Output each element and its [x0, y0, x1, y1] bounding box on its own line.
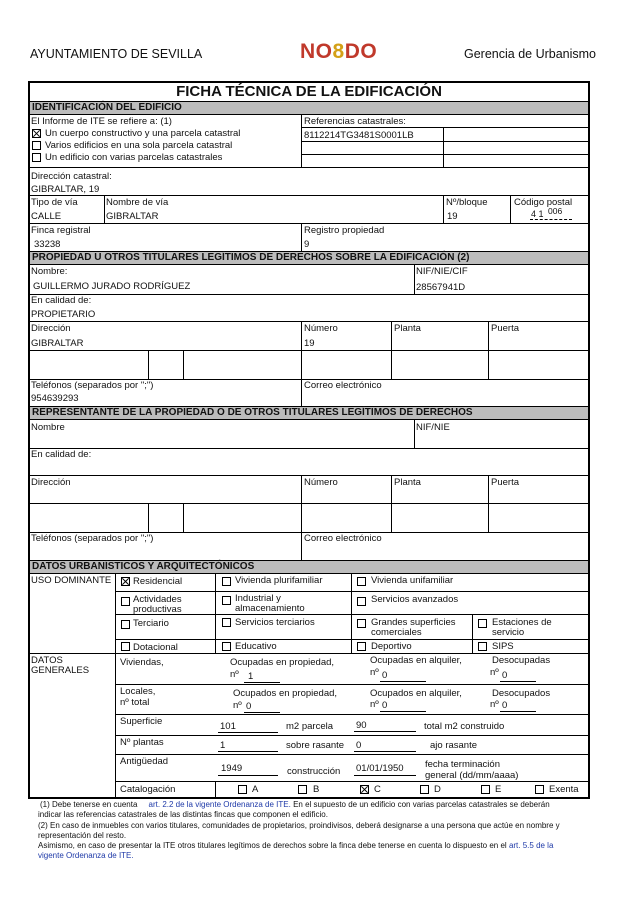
underline	[218, 775, 278, 776]
locales-propiedad-value[interactable]: 0	[246, 701, 252, 712]
divider	[30, 653, 588, 654]
locales-propiedad-n: nº	[233, 700, 242, 711]
divider	[115, 714, 588, 715]
locales-desocupados-label: Desocupados	[492, 688, 551, 699]
cat-exenta-checkbox[interactable]	[535, 785, 544, 794]
viviendas-alquiler-value[interactable]: 0	[382, 670, 388, 681]
uso-residencial-label: Residencial	[133, 576, 183, 587]
divider	[30, 294, 588, 295]
underline	[218, 732, 278, 733]
datos-generales-label-1: DATOS	[31, 655, 63, 666]
representante-puerta-label: Puerta	[491, 477, 519, 488]
divider	[301, 379, 302, 406]
opt-edificio-checkbox[interactable]	[32, 153, 41, 162]
propietario-nif-value[interactable]: 28567941D	[416, 282, 466, 293]
opt-edificio-label: Un edificio con varias parcelas catastrales	[45, 152, 223, 163]
opt-varios-label: Varios edificios en una sola parcela catastral	[45, 140, 233, 151]
footnote-2-b: representación del resto.	[38, 831, 127, 840]
nombre-via-value[interactable]: GIBRALTAR	[106, 211, 159, 222]
divider	[148, 503, 149, 532]
divider	[301, 154, 588, 155]
uso-plurifamiliar-checkbox[interactable]	[222, 577, 231, 586]
viviendas-propiedad-label: Ocupadas en propiedad,	[230, 657, 335, 668]
propietario-planta-label: Planta	[394, 323, 421, 334]
nombre-via-label: Nombre de vía	[106, 197, 169, 208]
form-title: FICHA TÉCNICA DE LA EDIFICACIÓN	[176, 83, 442, 100]
divider	[301, 532, 302, 560]
divider	[104, 195, 105, 223]
section-propiedad-heading: PROPIEDAD U OTROS TITULARES LEGÍTIMOS DE DERECHOS SOBRE LA EDIFICACIÓN (2)	[30, 252, 588, 264]
divider	[115, 573, 116, 797]
representante-nombre-label: Nombre	[31, 422, 65, 433]
locales-propiedad-label: Ocupados en propiedad,	[233, 688, 338, 699]
propietario-numero-label: Número	[304, 323, 338, 334]
section-datos-heading: DATOS URBANÍSTICOS Y ARQUITECTÓNICOS	[30, 561, 588, 573]
representante-numero-label: Número	[304, 477, 338, 488]
cat-b-label: B	[313, 784, 320, 795]
construccion-value[interactable]: 1949	[221, 763, 243, 774]
representante-planta-label: Planta	[394, 477, 421, 488]
uso-deportivo-checkbox[interactable]	[357, 642, 366, 651]
superficie-construido-label: total m2 construido	[424, 721, 505, 732]
underline	[500, 711, 536, 712]
divider	[183, 503, 184, 532]
tipo-via-label: Tipo de vía	[31, 197, 78, 208]
uso-dotacional-checkbox[interactable]	[121, 642, 130, 651]
footnote-1-a: (1) Debe tenerse en cuenta	[40, 800, 138, 809]
viviendas-alquiler-n: nº	[370, 667, 379, 678]
superficie-parcela-value[interactable]: 101	[220, 721, 236, 732]
logo-part-c: DO	[344, 40, 378, 63]
propietario-telefono-label: Teléfonos (separados por ";")	[31, 380, 154, 391]
divider	[115, 754, 588, 755]
underline	[218, 751, 278, 752]
divider	[443, 195, 444, 223]
cat-c-label: C	[374, 784, 381, 795]
footnote-2-link-2[interactable]: vigente Ordenanza de ITE.	[38, 851, 134, 860]
plantas-bajo-label: ajo rasante	[430, 740, 478, 751]
underline	[380, 711, 426, 712]
uso-sips-checkbox[interactable]	[478, 642, 487, 651]
divider	[115, 639, 588, 640]
cat-c-checkbox[interactable]	[360, 785, 369, 794]
propietario-puerta-label: Puerta	[491, 323, 519, 334]
uso-serv-terciarios-checkbox[interactable]	[222, 618, 231, 627]
divider	[351, 573, 352, 653]
uso-dominante-label: USO DOMINANTE	[31, 575, 112, 586]
divider	[115, 735, 588, 736]
footnote-1-b: En el supuesto de un edificio con varias parcelas catastrales se deberán	[293, 800, 550, 809]
uso-educativo-label: Educativo	[235, 641, 277, 652]
representante-telefono-label: Teléfonos (separados por ";")	[31, 533, 154, 544]
cat-d-label: D	[434, 784, 441, 795]
construccion-label: construcción	[287, 766, 341, 777]
uso-educativo-checkbox[interactable]	[222, 642, 231, 651]
uso-estaciones-label-1: Estaciones de	[492, 617, 552, 628]
viviendas-propiedad-value[interactable]: 1	[248, 671, 254, 682]
locales-desocupados-value[interactable]: 0	[502, 700, 508, 711]
divider	[301, 141, 588, 142]
viviendas-desocupadas-label: Desocupadas	[492, 655, 551, 666]
codigo-postal-value-a[interactable]: 4 1	[531, 209, 544, 219]
finca-registral-value[interactable]: 33238	[34, 239, 61, 250]
divider	[30, 114, 588, 115]
divider	[183, 350, 184, 379]
logo-part-a: NO	[300, 40, 333, 63]
locales-alquiler-n: nº	[370, 699, 379, 710]
divider	[30, 321, 588, 322]
superficie-parcela-label: m2 parcela	[286, 721, 333, 732]
uso-actividades-label-2: productivas	[133, 604, 182, 615]
opt-cuerpo-label: Un cuerpo constructivo y una parcela catastral	[45, 128, 241, 139]
propietario-direccion-value[interactable]: GIBRALTAR	[31, 338, 84, 349]
viviendas-alquiler-label: Ocupadas en alquiler,	[370, 655, 462, 666]
finca-registral-label: Finca registral	[31, 225, 91, 236]
divider	[301, 127, 588, 128]
catalogacion-label: Catalogación	[120, 784, 176, 795]
uso-industrial-checkbox[interactable]	[222, 596, 231, 605]
section-identificacion-heading: IDENTIFICACIÓN DEL EDIFICIO	[30, 102, 588, 114]
plantas-sobre-label: sobre rasante	[286, 740, 345, 751]
header-right-text: Gerencia de Urbanismo	[464, 47, 597, 61]
divider	[30, 223, 588, 224]
divider	[30, 503, 588, 504]
divider	[443, 127, 444, 167]
footnote-1-link[interactable]: art. 2.2 de la vigente Ordenanza de ITE.	[148, 800, 291, 809]
divider	[115, 781, 588, 782]
divider	[30, 573, 588, 574]
underline	[354, 731, 416, 732]
uso-dotacional-label: Dotacional	[133, 642, 178, 653]
propietario-nif-label: NIF/NIE/CIF	[416, 266, 468, 277]
divider	[472, 614, 473, 653]
representante-nif-label: NIF/NIE	[416, 422, 450, 433]
viviendas-propiedad-n: nº	[230, 669, 239, 680]
uso-grandes-label-1: Grandes superficies	[371, 617, 456, 628]
cat-a-checkbox[interactable]	[238, 785, 247, 794]
divider	[30, 101, 588, 102]
uso-estaciones-label-2: servicio	[492, 627, 525, 638]
logo-part-b: 8	[332, 40, 345, 63]
uso-estaciones-checkbox[interactable]	[478, 619, 487, 628]
uso-industrial-label-2: almacenamiento	[235, 603, 305, 614]
divider	[30, 264, 588, 265]
footnote-2-c: Asimismo, en caso de presentar la ITE otros titulares legítimos de derechos sobre la finca debe tenerse en cuenta lo dispuesto en el	[38, 841, 507, 850]
header-left-text: AYUNTAMIENTO DE SEVILLA	[30, 47, 203, 61]
uso-terciario-checkbox[interactable]	[121, 620, 130, 629]
nodo-logo	[300, 40, 377, 64]
codigo-postal-underline	[530, 219, 572, 220]
ref-catastral-value[interactable]: 8112214TG3481S0001LB	[304, 130, 414, 141]
viviendas-label: Viviendas,	[120, 657, 164, 668]
uso-actividades-checkbox[interactable]	[121, 597, 130, 606]
divider	[148, 350, 149, 379]
divider	[30, 350, 588, 351]
locales-alquiler-label: Ocupados en alquiler,	[370, 688, 462, 699]
codigo-postal-label: Código postal	[514, 197, 573, 208]
uso-terciario-label: Terciario	[133, 618, 169, 629]
underline	[354, 751, 416, 752]
cat-exenta-label: Exenta	[549, 784, 579, 795]
divider	[115, 614, 588, 615]
registro-propiedad-value[interactable]: 9	[304, 239, 310, 250]
codigo-postal-value-b[interactable]: 006	[548, 206, 563, 216]
registro-propiedad-label: Registro propiedad	[304, 225, 385, 236]
locales-alquiler-value[interactable]: 0	[382, 700, 388, 711]
ref-catastral-label: Referencias catastrales:	[304, 116, 406, 127]
footnote-2-c-line	[38, 841, 598, 851]
datos-generales-label-2: GENERALES	[31, 665, 90, 676]
footnote-1-c: indicar las referencias catastrales de las distintas fincas que componen el edificio.	[38, 810, 328, 819]
uso-sips-label: SIPS	[492, 641, 514, 652]
uso-residencial-checkbox[interactable]	[121, 577, 130, 586]
divider	[414, 419, 415, 448]
ite-refers-label: El Informe de ITE se refiere a: (1)	[31, 116, 172, 127]
propietario-calidad-label: En calidad de:	[31, 295, 92, 306]
dir-catastral-value[interactable]: GIBRALTAR, 19	[31, 184, 100, 195]
plantas-label: Nº plantas	[120, 737, 164, 748]
viviendas-desocupadas-value[interactable]: 0	[502, 670, 508, 681]
divider	[30, 475, 588, 476]
uso-grandes-label-2: comerciales	[371, 627, 422, 638]
representante-direccion-label: Dirección	[31, 477, 71, 488]
footnote-2-a: (2) En caso de inmuebles con varios titulares, comunidades de propietarios, proindivisos, deberá designarse a una persona que actúe en nombre y	[38, 821, 560, 830]
uso-unifamiliar-label: Vivienda unifamiliar	[371, 575, 454, 586]
dir-catastral-label: Dirección catastral:	[31, 171, 112, 182]
propietario-nombre-value[interactable]: GUILLERMO JURADO RODRÍGUEZ	[33, 281, 191, 292]
underline	[354, 775, 416, 776]
bloque-value[interactable]: 19	[447, 211, 458, 222]
cat-e-checkbox[interactable]	[481, 785, 490, 794]
uso-plurifamiliar-label: Vivienda plurifamiliar	[235, 575, 323, 586]
divider	[30, 419, 588, 420]
uso-avanzados-checkbox[interactable]	[357, 597, 366, 606]
uso-actividades-label-1: Actividades	[133, 594, 182, 605]
propietario-nombre-label: Nombre:	[31, 266, 68, 277]
divider	[115, 684, 588, 685]
locales-desocupados-n: nº	[490, 699, 499, 710]
propietario-numero-value[interactable]: 19	[304, 338, 315, 349]
opt-cuerpo-checkbox[interactable]	[32, 129, 41, 138]
propietario-direccion-label: Dirección	[31, 323, 71, 334]
tipo-via-value[interactable]: CALLE	[31, 211, 62, 222]
viviendas-desocupadas-n: nº	[490, 667, 499, 678]
opt-varios-checkbox[interactable]	[32, 141, 41, 150]
uso-deportivo-label: Deportivo	[371, 641, 412, 652]
antiguedad-label: Antigüedad	[120, 756, 169, 767]
divider	[115, 591, 588, 592]
terminacion-value[interactable]: 01/01/1950	[356, 763, 404, 774]
divider	[215, 573, 216, 653]
propietario-calidad-value[interactable]: PROPIETARIO	[31, 309, 96, 320]
cat-a-label: A	[252, 784, 259, 795]
underline	[244, 712, 280, 713]
underline	[500, 681, 536, 682]
terminacion-label-2: general (dd/mm/aaaa)	[425, 770, 519, 781]
plantas-sobre-value[interactable]: 1	[220, 740, 226, 751]
divider	[30, 195, 588, 196]
cat-e-label: E	[495, 784, 502, 795]
locales-label-2: nº total	[120, 697, 150, 708]
propietario-correo-label: Correo electrónico	[304, 380, 382, 391]
plantas-bajo-value[interactable]: 0	[356, 740, 362, 751]
superficie-label: Superficie	[120, 716, 163, 727]
bloque-label: Nº/bloque	[446, 197, 488, 208]
superficie-construido-value[interactable]: 90	[356, 720, 367, 731]
uso-unifamiliar-checkbox[interactable]	[357, 577, 366, 586]
divider	[30, 167, 588, 168]
section-representante-heading: REPRESENTANTE DE LA PROPIEDAD O DE OTROS TITULARES LEGÍTIMOS DE DERECHOS	[30, 407, 588, 419]
locales-label-1: Locales,	[120, 686, 156, 697]
underline	[244, 682, 280, 683]
divider	[215, 781, 216, 797]
footnote-2-link-1[interactable]: art. 5.5 de la	[508, 841, 554, 850]
divider	[301, 223, 302, 251]
representante-correo-label: Correo electrónico	[304, 533, 382, 544]
cat-d-checkbox[interactable]	[420, 785, 429, 794]
propietario-telefono-value[interactable]: 954639293	[31, 393, 79, 404]
uso-industrial-label-1: Industrial y	[235, 593, 281, 604]
uso-grandes-checkbox[interactable]	[357, 619, 366, 628]
representante-calidad-label: En calidad de:	[31, 449, 92, 460]
divider	[510, 195, 511, 223]
divider	[414, 264, 415, 294]
uso-serv-terciarios-label: Servicios terciarios	[235, 617, 315, 628]
cat-b-checkbox[interactable]	[298, 785, 307, 794]
underline	[380, 681, 426, 682]
divider	[30, 448, 588, 449]
footnote-1	[40, 800, 600, 810]
uso-avanzados-label: Servicios avanzados	[371, 594, 459, 605]
terminacion-label-1: fecha terminación	[425, 759, 500, 770]
